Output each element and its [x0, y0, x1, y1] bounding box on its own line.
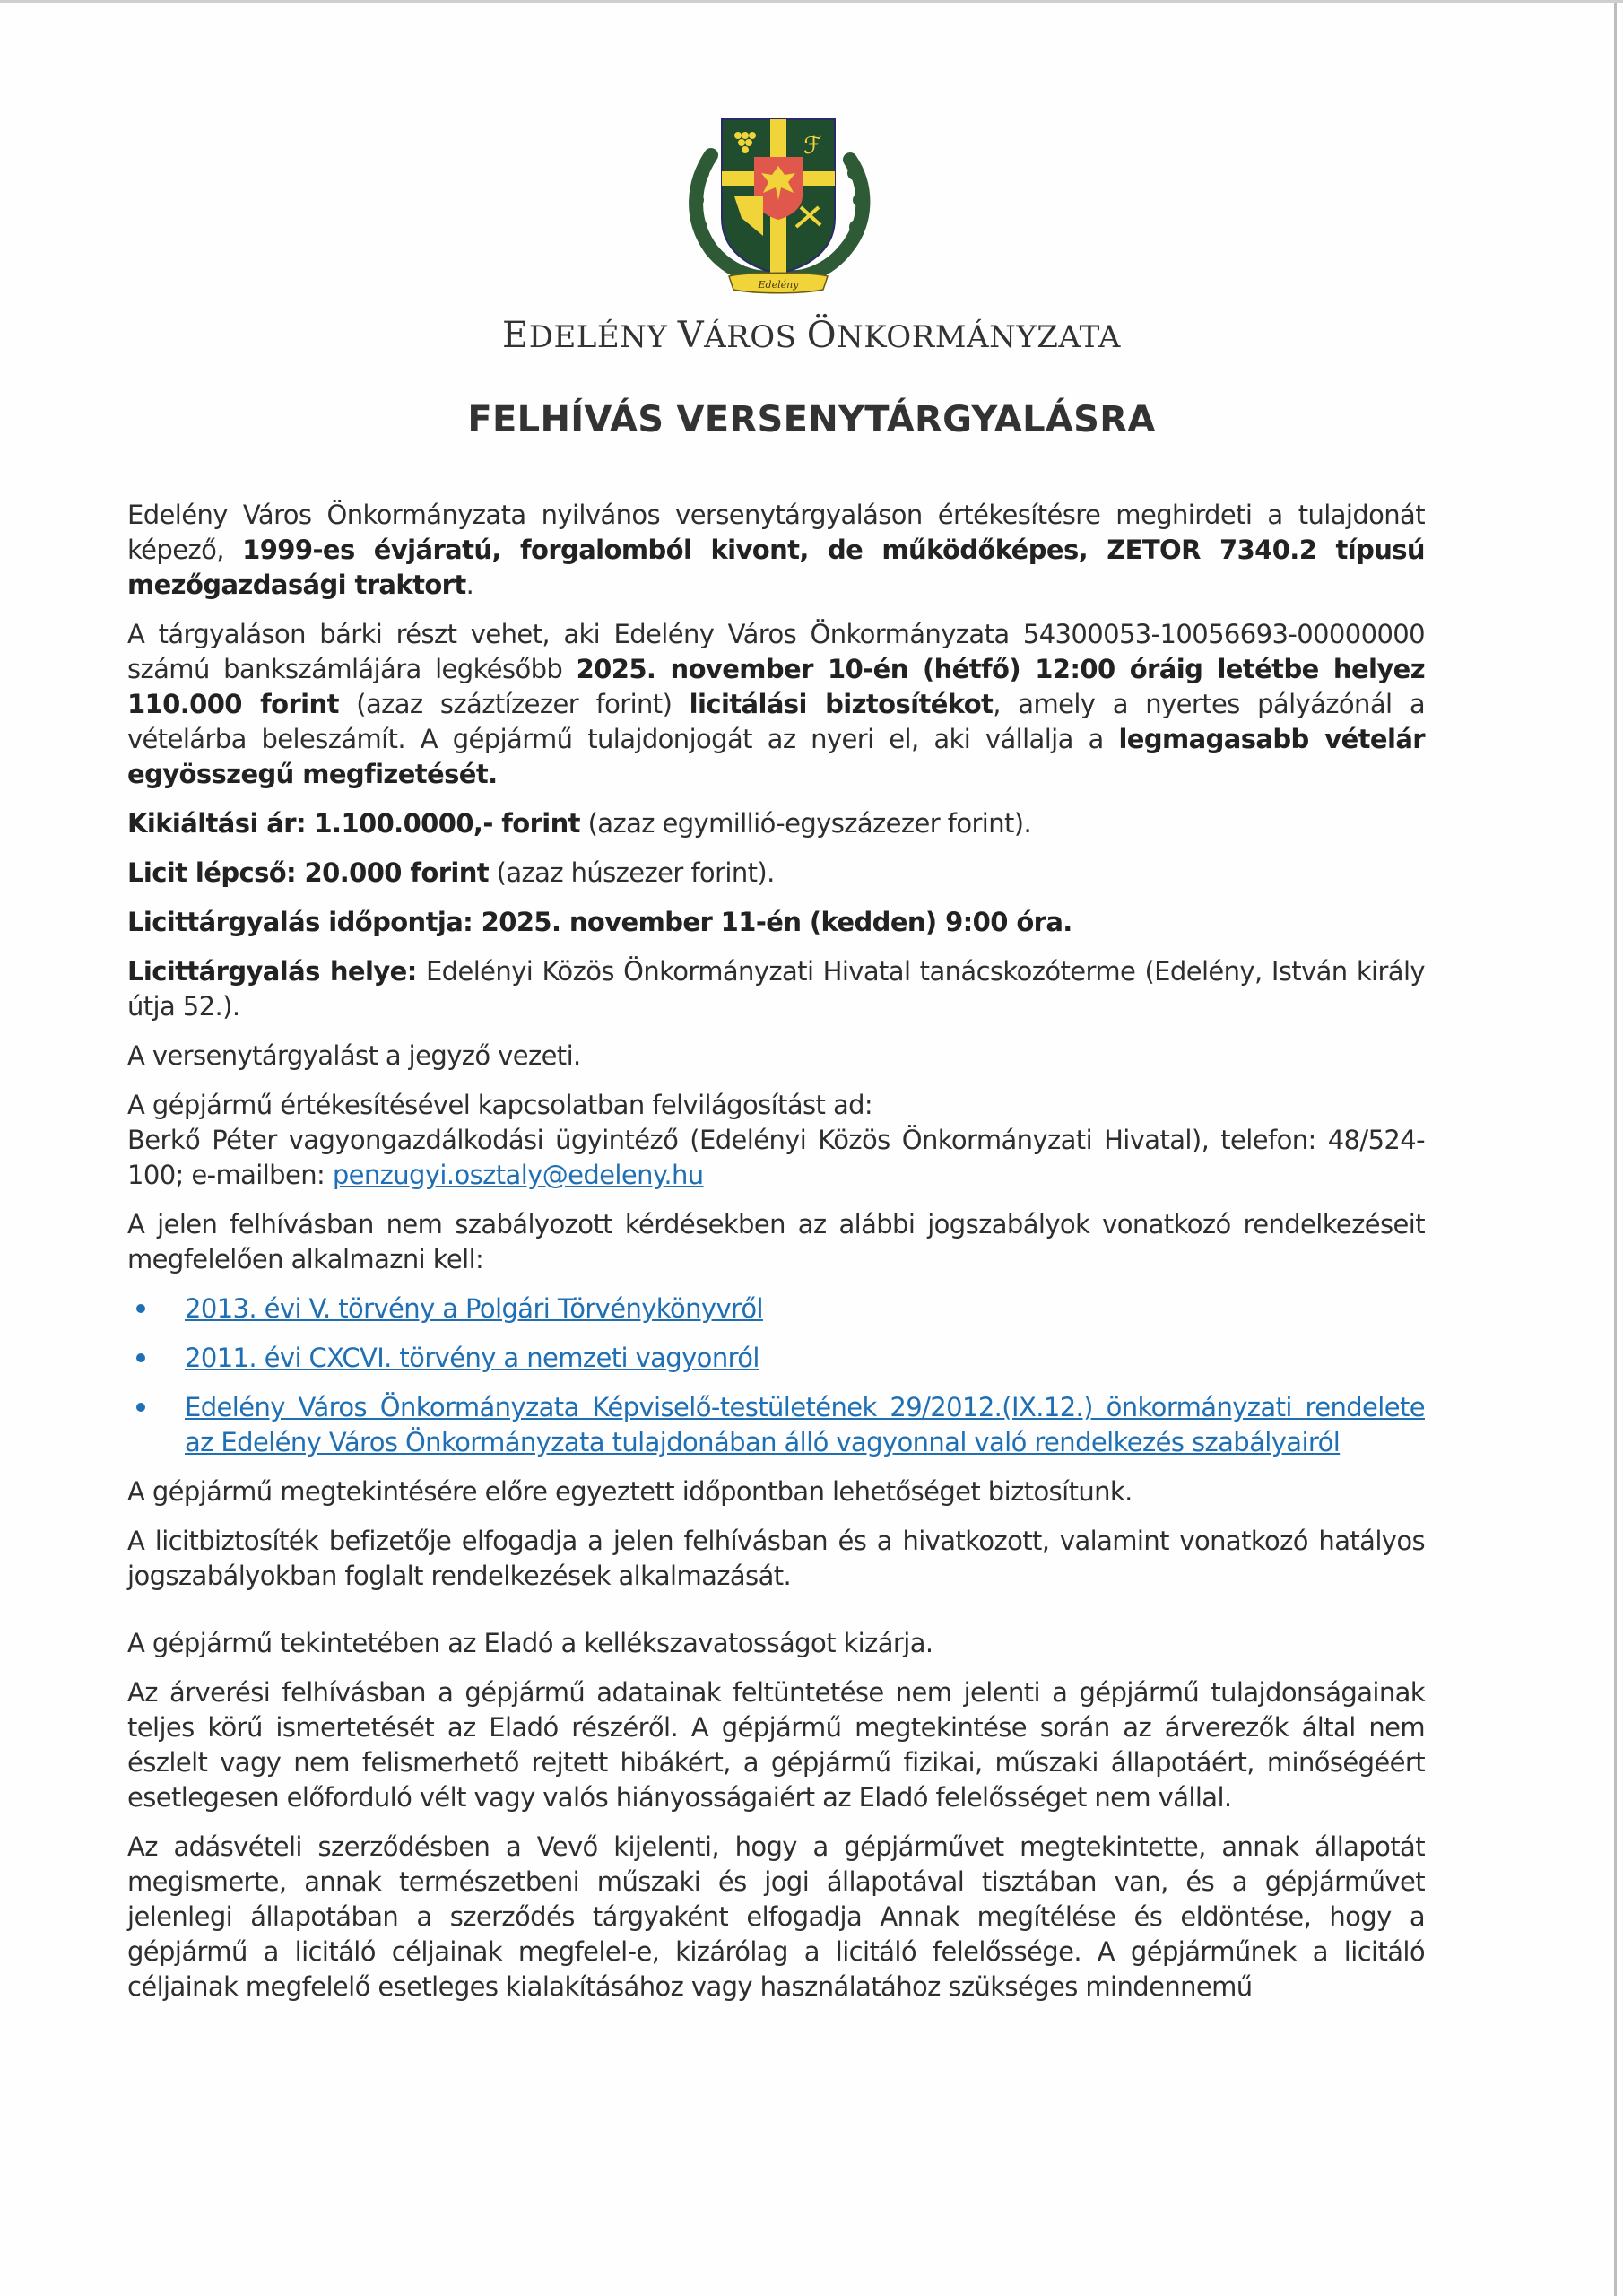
svg-text:ℱ: ℱ	[803, 133, 822, 160]
winning-condition: legmagasabb vételár egyösszegű megfizetését.	[127, 724, 1425, 789]
auction-time-value: Licittárgyalás időpontja: 2025. november 11-én (kedden) 9:00 óra.	[127, 907, 1072, 937]
org-name-part: NKORMÁNYZATA	[837, 319, 1121, 355]
auction-place-label: Licittárgyalás helye:	[127, 956, 417, 987]
org-name-initial: Ö	[806, 315, 838, 356]
bullet-icon	[136, 1403, 145, 1412]
acceptance-paragraph: A licitbiztosíték befizetője elfogadja a jelen felhívásban és a hivatkozott, valamint vonatkozó hatályos jogszabályokban foglalt rendelkezések alkalmazását.	[127, 1526, 1425, 1591]
law-link-national-assets[interactable]: 2011. évi CXCVI. törvény a nemzeti vagyonról	[185, 1343, 759, 1373]
org-name-part: DELÉNY	[528, 319, 678, 355]
starting-price-value: Kikiáltási ár: 1.100.0000,- forint	[127, 808, 580, 839]
bid-step-words: (azaz húszezer forint).	[489, 857, 775, 888]
starting-price-words: (azaz egymillió-egyszázezer forint).	[579, 808, 1032, 839]
vehicle-description: 1999-es évjáratú, forgalomból kivont, de működőképes, ZETOR 7340.2 típusú mezőgazdasági traktort	[127, 535, 1425, 600]
participation-paragraph	[127, 617, 1425, 792]
disclaimer-paragraph: Az árverési felhívásban a gépjármű adatainak feltüntetése nem jelenti a gépjármű tulajdonságainak teljes körű ismertetését az Eladó részéről. A gépjármű megtekintése során az árverezők által nem észlelt vagy nem felismerhető rejtett hibákért, a gépjármű fizikai, műszaki állapotáért, minőségéért esetlegesen előforduló vélt vagy valós hiányosságaiért az Eladó felelősséget nem vállal.	[127, 1677, 1425, 1813]
document-title: FELHÍVÁS VERSENYTÁRGYALÁSRA	[467, 399, 1156, 440]
participation-text: A tárgyaláson bárki részt vehet, aki Edelény Város Önkormányzata 54300053-10056693-00000000 számú bankszámlájára legkésőbb	[127, 619, 1425, 684]
law-list-item	[127, 1341, 1425, 1376]
starting-price	[127, 806, 1425, 841]
intro-text-end: .	[465, 570, 474, 600]
intro-paragraph	[127, 498, 1425, 603]
law-link-local-decree[interactable]: Edelény Város Önkormányzata Képviselő-testületének 29/2012.(IX.12.) önkormányzati rendelete az Edelény Város Önkormányzata tulajdonában álló vagyonnal való rendelkezés szabályairól	[185, 1392, 1425, 1457]
participation-text: , amely a nyertes pályázónál a vételárba beleszámít. A gépjármű tulajdonjogát az nyeri el, aki vállalja a	[127, 689, 1425, 754]
spacer	[127, 1608, 1425, 1626]
law-list-item	[127, 1292, 1425, 1326]
law-link-civil-code[interactable]: 2013. évi V. törvény a Polgári Törvénykönyvről	[185, 1293, 763, 1324]
org-name-initial: E	[502, 315, 529, 356]
svg-text:Edelény: Edelény	[758, 279, 799, 291]
bid-security: licitálási biztosítékot	[689, 689, 994, 719]
org-name-part: ÁROS	[704, 319, 807, 355]
warranty-paragraph: A gépjármű tekintetében az Eladó a kellékszavatosságot kizárja.	[127, 1628, 933, 1658]
bid-step	[127, 856, 1425, 891]
deposit-deadline: 2025. november 10-én (hétfő) 12:00 óráig letétbe helyez 110.000 forint	[127, 654, 1425, 719]
notary-paragraph: A versenytárgyalást a jegyző vezeti.	[127, 1040, 581, 1071]
org-name-initial: V	[677, 315, 705, 356]
intro-text: Edelény Város Önkormányzata nyilvános versenytárgyaláson értékesítésre meghirdeti a tulajdonát képező,	[127, 500, 1425, 565]
bid-step-value: Licit lépcső: 20.000 forint	[127, 857, 490, 888]
document-body	[127, 498, 1425, 2019]
auction-place-value: Edelényi Közös Önkormányzati Hivatal tanácskozóterme (Edelény, István király útja 52.).	[127, 956, 1425, 1022]
organization-name	[0, 315, 1623, 356]
bullet-icon	[136, 1304, 145, 1313]
auction-time	[127, 905, 1425, 940]
contract-paragraph: Az adásvételi szerződésben a Vevő kijelenti, hogy a gépjárművet megtekintette, annak állapotát megismerte, annak természetbeni műszaki és jogi állapotával tisztában van, és a gépjárművet jelenlegi állapotában a szerződés tárgyaként elfogadja Annak megítélése és eldöntése, hogy a gépjármű a licitáló céljainak megfelel-e, kizárólag a licitáló felelőssége. A gépjárműnek a licitáló céljainak megfelelő esetleges kialakításához vagy használatához szükséges mindennemű	[127, 1831, 1425, 2002]
auction-place	[127, 954, 1425, 1024]
coat-of-arms-icon	[675, 110, 881, 299]
contact-details: Berkő Péter vagyongazdálkodási ügyintéző (Edelényi Közös Önkormányzati Hivatal), telefon: 48/524-100; e-mailben:	[127, 1125, 1425, 1190]
contact-paragraph	[127, 1088, 1425, 1193]
laws-intro: A jelen felhívásban nem szabályozott kérdésekben az alábbi jogszabályok vonatkozó rendelkezéseit megfelelően alkalmazni kell:	[127, 1209, 1425, 1274]
email-link[interactable]: penzugyi.osztaly@edeleny.hu	[332, 1160, 704, 1190]
contact-intro: A gépjármű értékesítésével kapcsolatban felvilágosítást ad:	[127, 1090, 873, 1120]
participation-text: (azaz száztízezer forint)	[338, 689, 690, 719]
bullet-icon	[136, 1353, 145, 1362]
law-list-item	[127, 1390, 1425, 1460]
laws-list	[127, 1292, 1425, 1460]
viewing-paragraph: A gépjármű megtekintésére előre egyeztett időpontban lehetőséget biztosítunk.	[127, 1476, 1133, 1507]
